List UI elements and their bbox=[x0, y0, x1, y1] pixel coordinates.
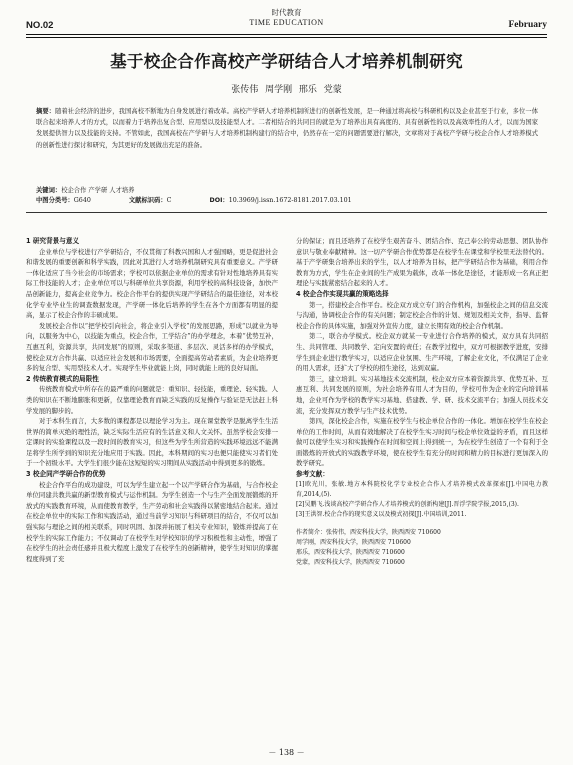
issue-number: NO.02 bbox=[26, 20, 54, 31]
header-rule-thick bbox=[26, 34, 547, 35]
body-paragraph: 第二，联合办学模式。校企双方就某一专业进行合作培养的模式，双方具有共同招生、共同管理、共同教学、定向安置的责任；在教学过程中，双方可根据教学进度，安排学生到企业进行教学实习，以适应企业氛围、生产环境，了解企业文化，不仅满足了企业的用人需求，还扩大了学校的招生途径，达到双赢。 bbox=[296, 332, 548, 373]
issue-month: February bbox=[508, 20, 547, 30]
reference-item: [2]吴鹏飞.浅谈高校产学研合作人才培养模式的创新构建[J].晋浮学院学报,2015,(3). bbox=[296, 500, 519, 508]
journal-name-en: TIME EDUCATION bbox=[249, 18, 324, 27]
body-paragraph: 校企合作平台的成功建设，可以为学生建立起一个以产学研合作为基础，与合作校企单位同建共教共赢的新型教育模式与运作机制。为学生创造一个与生产全面发展锻炼的开放式的实践教育环境，从而使教育教学，生产劳动和社会实践得以紧密地结合起来。通过在校企单位中的实际工作和实践活动，通过当前学习知识与科研项目的结合，不仅可以加强实际与理论之间的相关联系，同时巩固、加深并拓展了相关专业知识，锻炼并提高了在校学生的实际工作能力；不仅调动了在校学生对学校知识的学习积极性和主动性，增强了在校学生的社会责任感并且极大程度上激发了在校学生的创新精神，使学生对知识的掌握程度得到了充 bbox=[26, 480, 278, 563]
abstract-divider bbox=[26, 212, 547, 213]
section-heading: 2 传统教育模式的局限性 bbox=[26, 374, 99, 383]
classification-row bbox=[36, 196, 388, 206]
body-paragraph: 企业单位与学校进行产学研结合，不仅贯彻了科教兴国和人才强国略，更是促进社会和谐发展的重要创新和科学实践，因此对其进行人才培养机制研究具有重要意义。产学研一体化适应了当今社会的市场需求；学校可以依据企业单位的需求有针对性地培养具有实际工作技能的人才；企业单位可以与科研单位共享资源，利用学校的高科技设备，加快产品创新能力，提高企业竞争力。校企合作平台的提供实现产学研结合的最佳途径，对本校化学专业毕业生的调查数据发现，产学研一体化后培养的学生在各个方面都有明显的提高，显示了校企合作的丰硕成果。 bbox=[26, 247, 278, 320]
author-list: 张传伟 周学刚 邢乐 党蒙 bbox=[231, 85, 342, 95]
spacer bbox=[296, 520, 548, 528]
author-affiliation: 党蒙，西安科技大学，陕西西安 710600 bbox=[296, 558, 405, 566]
section-heading: 4 校企合作实现共赢的策略选择 bbox=[296, 289, 389, 298]
reference-item: [1]欧光川，张敏.地方本科院校化学专业校企合作人才培养模式改革探索[J].中国电力教育,2014,(5). bbox=[296, 480, 548, 498]
running-header bbox=[26, 6, 547, 34]
body-paragraph: 对于本科生而言，大多数的课程都是以理论学习为主。现在课堂教学是脱离学生生活世界的简单灭绝的理性活，缺乏实际生活应有的生活意义和人文关怀。虽然学校会安排一定课时的实验课程以及一段时间的教育实习，但这些为学生所营造的实践环境远远不能满足将学生所学到的知识充分地应用于实践。因此，本科期间的实习也便只能使实习者们处于一个初级水平。大学生们很少能在这短短的实习期间从实践活动中得到更多的锻炼。 bbox=[26, 417, 278, 468]
section-heading: 1 研究背景与意义 bbox=[26, 237, 80, 245]
clc-label: 中图分类号： bbox=[36, 197, 74, 204]
right-column bbox=[296, 236, 548, 568]
doi bbox=[209, 197, 369, 204]
clc-code bbox=[36, 197, 109, 204]
body-paragraph: 分的保证；而且还培养了在校学生艰苦奋斗、团结合作、克己奉公的劳动思想、团队协作意识与敬业奉献精神。这一切产学研合作优势都是在校学生在课堂和学校里无法替代的。基于产学研集合培养出来的学生，以人才培养为目标，把产学研结合作为基础，利用合作教育为方式，学生在企业间的生产成果为载体，改革一体化是途径，才能形成一名真正把理论与实践紧密结合起来的人才。 bbox=[296, 237, 548, 288]
keywords-label: 关键词： bbox=[36, 187, 62, 194]
body-paragraph: 第三，建立培训。实习基地技术交流机制，校企双方应本着资源共享、优势互补、互惠互利、共同发展的原则，为社会培养有用人才为目的，学校可作为企业的定向培训基地，企业可作为学校的教学实习基地、搭建教、学、研、技术交流平台；加强人员技术交流，充分发挥双方教学与生产技术优势。 bbox=[296, 374, 548, 415]
doi-label: DOI： bbox=[209, 197, 229, 204]
abstract bbox=[36, 106, 538, 151]
body-paragraph: 第一，搭建校企合作平台。校企双方成立专门的合作机构，加强校企之间的信息交流与沟通，协调校企合作的有关问题；制定校企合作的计划、规划及相关文件，指导、监督校企合作的具体实施，加强对外宣传力度，建立长期有效的校企合作机制。 bbox=[296, 300, 548, 330]
article-metadata bbox=[36, 186, 388, 206]
clc-value: G640 bbox=[73, 197, 91, 204]
doc-code bbox=[129, 197, 190, 204]
doi-value: 10.3969/j.issn.1672-8181.2017.03.101 bbox=[228, 197, 352, 204]
body-paragraph: 传统教育模式中所存在的最严重的问题就是：重知识、轻技能，重理论、轻实践。人类的知识在不断地膨胀和更新，仅靠理论教育而缺乏实践的反复操作与验证是无法赶上科学发展的脚步的。 bbox=[26, 385, 278, 415]
keywords-text: 校企合作 产学研 人才培养 bbox=[61, 187, 135, 194]
section-heading: 3 校企同产学研合作的优势 bbox=[26, 470, 106, 479]
keywords-row bbox=[36, 186, 388, 196]
body-paragraph: 第四，深化校企合作，实施在校学生与校企单位合作的一体化。增加在校学生在校企单位的工作时间，从而有效地解决了在校学生实习时间与校企单位效益的矛盾，而且这样做可以使学生实习和实践操作在时间和空间上得到统一，为在校学生创造了一个有利于全面锻炼的开放式的实践教学环境，使在校学生有充分的时间和精力的目标进行更加深入的教学研究。 bbox=[296, 417, 548, 468]
header-rule-thin bbox=[26, 37, 547, 38]
page-number: － 138 － bbox=[268, 748, 305, 757]
journal-name bbox=[26, 8, 547, 28]
abstract-text: 随着社会经济的进步，我国高校不断地为自身发展进行着改革。高校产学研人才培养机制所进行的创新性发展，是一种通过将高校与科研机构以及企业甚至于行业，多位一体联合起来培养人才的方式，以而着力于培养出复合型、应用型以及技能型人才。二者相结合的共同目的就是为了培养出具有高度的、具有创新性的以及高效率性的人才，以而为国家发展提供智力以及技能的支持。不管如此，我国高校在产学研与人才培养机制构建行的结合中，仍然存在一定的问题需要进行解决，文章将对于高校产学研与校企合作人才培养模式的创新性进行探讨和研究，为其更好的发展做出充足的准备。 bbox=[36, 108, 539, 149]
section-heading: 参考文献： bbox=[296, 470, 329, 479]
author-affiliation: 作者简介：张传伟，西安科技大学，陕西西安 710600 bbox=[296, 528, 441, 536]
body-paragraph: 发展校企合作以“把学校引向社会，将企业引入学校”的发展思路，形成“以就业为导向，以服务为中心，以技能为重点，校企合作，工学结合”的办学理念，本着“优势互补，互惠互利，资源共享，共同发展”的原则，采取多渠道、多层次、灵活多样的办学模式，使校企双方合作共赢、以适应社会发展和市场需要，全面提高劳动者素质，为企业培养更多的复合型、实用型技术人才。实现学生毕业就能上岗，同时就能上班的良好局面。 bbox=[26, 321, 278, 373]
doc-value: C bbox=[166, 197, 172, 204]
left-column bbox=[26, 236, 278, 564]
author-affiliation: 周学刚，西安科技大学，陕西西安 710600 bbox=[296, 538, 411, 546]
author-affiliation: 邢乐，西安科技大学，陕西西安 710600 bbox=[296, 548, 405, 556]
doc-label: 文献标识码： bbox=[128, 197, 167, 204]
abstract-label: 摘要： bbox=[36, 108, 56, 115]
paper-title: 基于校企合作高校产学研结合人才培养机制研究 bbox=[110, 52, 463, 71]
reference-item: [3]王洪智.校企合作的现实意义以及模式初探[J].中国培训,2011. bbox=[296, 510, 467, 518]
journal-name-cn: 时代教育 bbox=[271, 8, 302, 17]
